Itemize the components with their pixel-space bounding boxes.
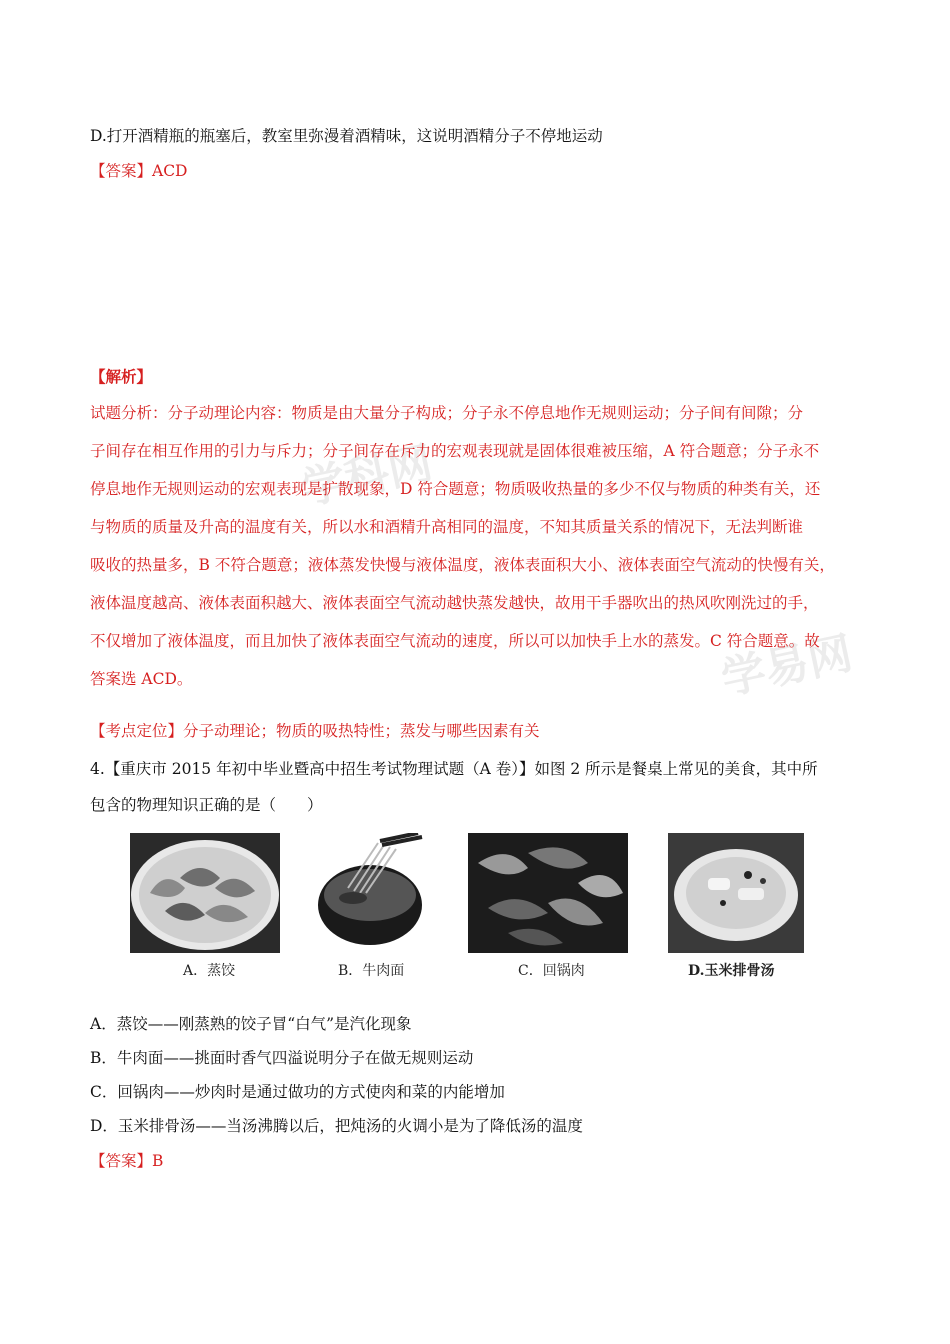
watermark-1: 学科网 xyxy=(297,437,437,516)
dumplings-photo xyxy=(130,833,280,953)
option-a: A．蒸饺——刚蒸熟的饺子冒“白气”是汽化现象 xyxy=(90,1015,412,1033)
answer-label-q4: 【答案】B xyxy=(90,1152,164,1170)
caption-d: D.玉米排骨汤 xyxy=(688,963,775,979)
analysis-line: 不仅增加了液体温度，而且加快了液体表面空气流动的速度，所以可以加快手上水的蒸发。C 符合题意。故 xyxy=(90,632,820,650)
option-c: C．回锅肉——炒肉时是通过做功的方式使肉和菜的内能增加 xyxy=(90,1083,505,1101)
caption-a: A．蒸饺 xyxy=(183,963,236,979)
analysis-title: 【解析】 xyxy=(90,367,153,386)
pork-photo xyxy=(468,833,628,953)
analysis-line: 试题分析：分子动理论内容：物质是由大量分子构成；分子永不停息地作无规则运动；分子间有间隙；分 xyxy=(90,404,804,422)
caption-c: C．回锅肉 xyxy=(518,963,585,979)
option-d: D．玉米排骨汤——当汤沸腾以后，把炖汤的火调小是为了降低汤的温度 xyxy=(90,1117,583,1135)
answer-label: 【答案】ACD xyxy=(90,162,188,180)
analysis-line: 吸收的热量多，B 不符合题意；液体蒸发快慢与液体温度，液体表面积大小、液体表面空气流动的快慢有关， xyxy=(90,556,835,574)
analysis-line: 液体温度越高、液体表面积越大、液体表面空气流动越快蒸发越快，故用干手器吹出的热风吹刚洗过的手， xyxy=(90,594,819,612)
beef-noodles-photo xyxy=(318,833,428,953)
prev-option-d: D.打开酒精瓶的瓶塞后，教室里弥漫着酒精味，这说明酒精分子不停地运动 xyxy=(90,127,603,145)
figure-dishes xyxy=(128,833,808,983)
analysis-line: 与物质的质量及升高的温度有关，所以水和酒精升高相同的温度，不知其质量关系的情况下，无法判断谁 xyxy=(90,518,804,536)
analysis-line: 答案选 ACD。 xyxy=(90,670,193,688)
soup-photo xyxy=(668,833,804,953)
caption-b: B．牛肉面 xyxy=(338,963,405,979)
watermark-2: 学易网 xyxy=(717,627,857,706)
analysis-line: 停息地作无规则运动的宏观表现是扩散现象，D 符合题意；物质吸收热量的多少不仅与物质的种类有关，还 xyxy=(90,480,821,498)
question-4-stem-line1: 4.【重庆市 2015 年初中毕业暨高中招生考试物理试题（A 卷）】如图 2 所示是餐桌上常见的美食，其中所 xyxy=(90,760,818,778)
option-b: B．牛肉面——挑面时香气四溢说明分子在做无规则运动 xyxy=(90,1049,474,1067)
analysis-line: 子间存在相互作用的引力与斥力；分子间存在斥力的宏观表现就是固体很难被压缩，A 符合题意；分子永不 xyxy=(90,442,820,460)
question-4-stem-line2: 包含的物理知识正确的是（ ） xyxy=(90,796,323,814)
kaodian-label: 【考点定位】分子动理论；物质的吸热特性；蒸发与哪些因素有关 xyxy=(90,722,540,740)
